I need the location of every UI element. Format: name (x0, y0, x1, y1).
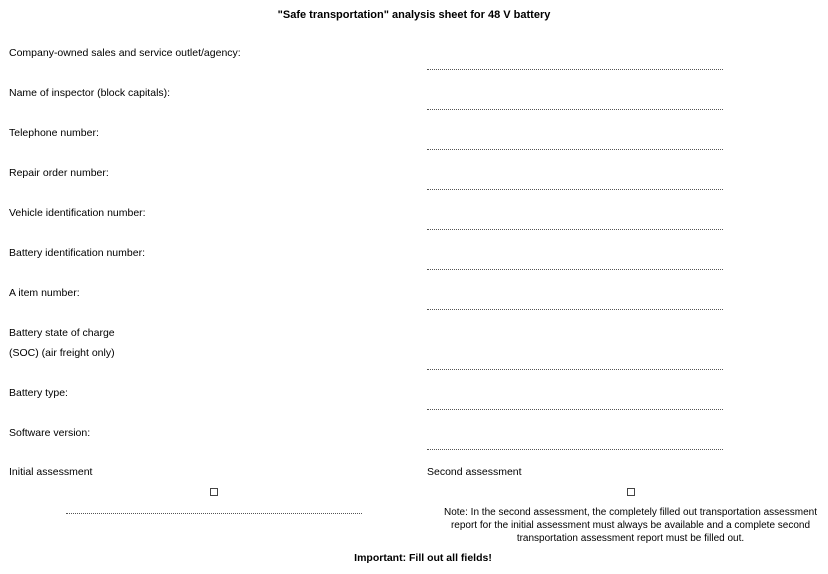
field-label-software-version: Software version: (9, 427, 91, 439)
field-input-vin[interactable] (427, 229, 723, 230)
field-label-repair-order: Repair order number: (9, 167, 109, 179)
important-notice: Important: Fill out all fields! (354, 552, 492, 564)
field-input-software-version[interactable] (427, 449, 723, 450)
field-label-item-number: A item number: (9, 287, 80, 299)
field-input-inspector[interactable] (427, 109, 723, 110)
field-input-item-number[interactable] (427, 309, 723, 310)
initial-assessment-signature-field[interactable] (66, 513, 362, 514)
field-label-inspector: Name of inspector (block capitals): (9, 87, 171, 99)
second-assessment-label: Second assessment (427, 466, 522, 478)
field-input-battery-id[interactable] (427, 269, 723, 270)
field-input-battery-type[interactable] (427, 409, 723, 410)
field-label-telephone: Telephone number: (9, 127, 99, 139)
field-input-outlet[interactable] (427, 69, 723, 70)
field-input-repair-order[interactable] (427, 189, 723, 190)
initial-assessment-label: Initial assessment (9, 466, 93, 478)
field-label-vin: Vehicle identification number: (9, 207, 146, 219)
second-assessment-checkbox[interactable] (627, 488, 635, 496)
field-label-outlet: Company-owned sales and service outlet/agency: (9, 47, 241, 59)
field-input-telephone[interactable] (427, 149, 723, 150)
field-label-soc: Battery state of charge (9, 327, 115, 339)
field-label-soc-line2: (SOC) (air freight only) (9, 347, 115, 359)
field-input-soc[interactable] (427, 369, 723, 370)
field-label-battery-type: Battery type: (9, 387, 68, 399)
second-assessment-note: Note: In the second assessment, the completely filled out transportation assessment report for the initial assessment must always be available and a complete second transportation assessment report must be filled out. (444, 507, 817, 544)
field-label-battery-id: Battery identification number: (9, 247, 145, 259)
initial-assessment-checkbox[interactable] (210, 488, 218, 496)
sheet-title: "Safe transportation" analysis sheet for 48 V battery (277, 9, 551, 21)
